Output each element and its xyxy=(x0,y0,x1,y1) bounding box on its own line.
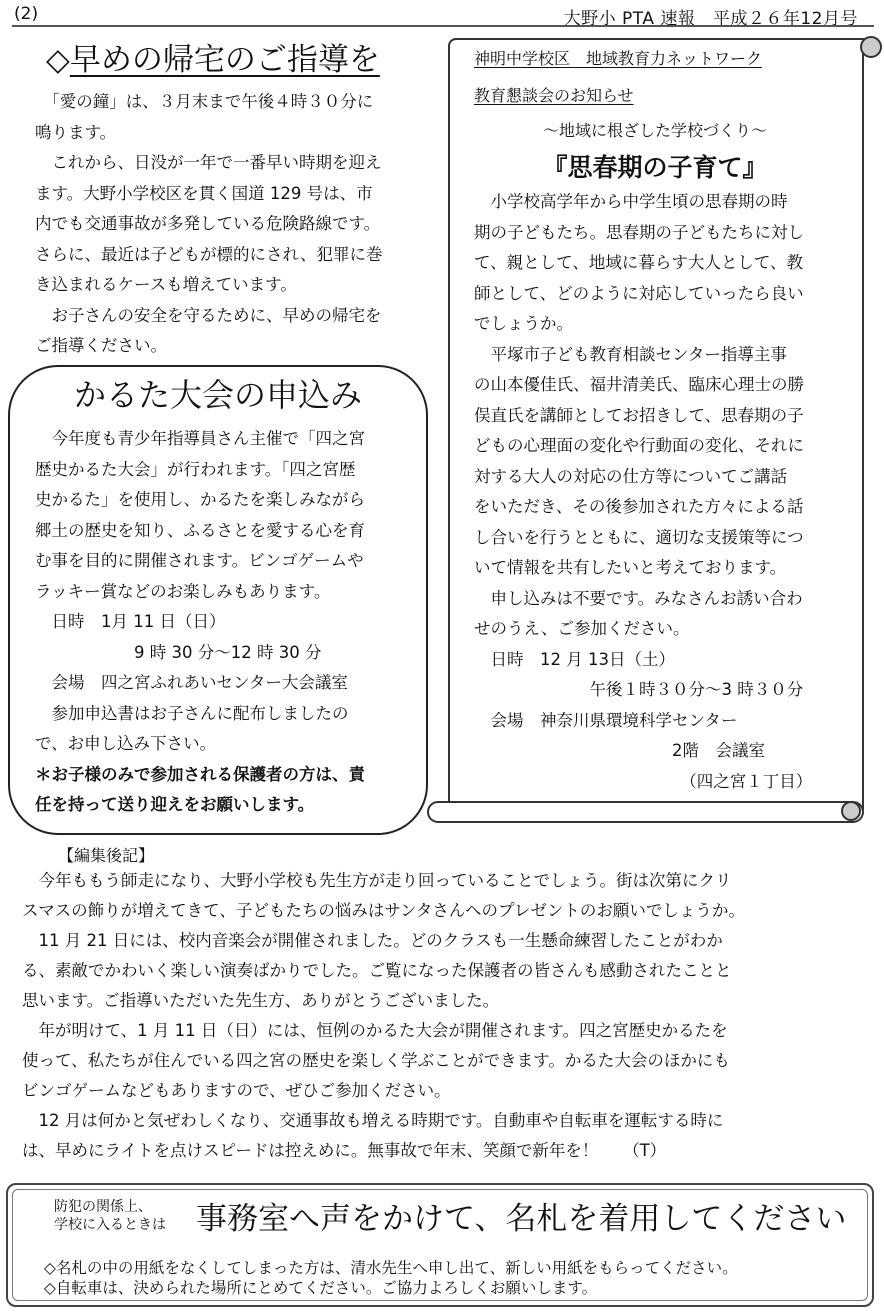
scroll-curl-icon xyxy=(841,801,861,821)
page-number: (2) xyxy=(14,4,39,24)
karuta-title: かるた大会の申込み xyxy=(73,376,362,414)
text-line: ビンゴゲームなどもありますので、ぜひご参加ください。 xyxy=(22,1081,451,1100)
diamond-icon: ◇ xyxy=(46,42,70,78)
text-line: でしょうか。 xyxy=(474,314,573,333)
event-venue-address: （四之宮１丁目） xyxy=(474,771,813,791)
text-line: ご指導ください。 xyxy=(35,336,167,355)
text-line: 歴史かるた大会」が行われます。「四之宮歴 xyxy=(35,459,356,479)
text-line: 郷土の歴史を知り、ふるさとを愛する心を育 xyxy=(35,520,365,540)
event-time: 9 時 30 分～12 時 30 分 xyxy=(35,642,322,662)
text-line: 内でも交通事故が多発している危険路線です。 xyxy=(35,214,381,233)
editorial-heading: 【編集後記】 xyxy=(58,846,155,865)
text-line: 使って、私たちが住んでいる四之宮の歴史を楽しく学ぶことができます。かるた大会のほかにも xyxy=(22,1051,730,1070)
seminar-heading-notice: 教育懇談会のお知らせ xyxy=(474,86,634,105)
notice-headline: 事務室へ声をかけて、名札を着用してください xyxy=(196,1201,847,1237)
text-line: せのうえ、ご参加ください。 xyxy=(474,619,690,638)
scroll-bottom-roll xyxy=(427,801,864,823)
notice-items xyxy=(44,1258,738,1298)
text-line: 参加申込書はお子さんに配布しましたの xyxy=(35,703,349,723)
text-line: 期の子どもたち。思春期の子どもたちに対し xyxy=(474,222,804,242)
text-line: し合いを行うとともに、適切な支援策等につ xyxy=(474,527,804,547)
text-line: む事を目的に開催されます。ビンゴゲームや xyxy=(35,551,364,570)
notice-lead xyxy=(54,1198,166,1234)
text-line: ます。大野小学校区を貫く国道 129 号は、市 xyxy=(35,183,373,203)
seminar-body xyxy=(474,187,854,797)
event-venue: 会場 神奈川県環境科学センター xyxy=(474,710,738,730)
text-line: 俣直氏を講師としてお招きして、思春期の子 xyxy=(474,405,804,425)
early-return-heading xyxy=(46,34,380,79)
header-divider xyxy=(12,25,874,27)
text-line: 今年度も青少年指導員さん主催で「四之宮 xyxy=(35,429,365,448)
warning-line: ＊お子様のみで参加される保護者の方は、責 xyxy=(35,764,365,784)
text-line: 思います。ご指導いただいた先生方、ありがとうございました。 xyxy=(22,991,500,1010)
publication-title: 大野小 PTA 速報 平成２６年12月号 xyxy=(563,9,858,29)
text-line: ラッキー賞などのお楽しみもあります。 xyxy=(35,581,331,601)
text-line: をいただき、その後参加された方々による話 xyxy=(474,497,804,516)
early-return-body xyxy=(35,87,430,362)
notice-item: ◇名札の中の用紙をなくしてしまった方は、清水先生へ申し出て、新しい用紙をもらってください。 xyxy=(44,1259,738,1277)
text-line: どもの心理面の変化や行動面の変化、それに xyxy=(474,436,804,455)
notice-lead-line: 学校に入るときは xyxy=(54,1217,166,1233)
seminar-title: 『思春期の子育て』 xyxy=(542,153,768,182)
text-line: 12 月は何かと気ぜわしくなり、交通事故も増える時期です。自動車や自転車を運転する時に xyxy=(22,1111,724,1130)
event-venue: 会場 四之宮ふれあいセンター大会議室 xyxy=(35,673,348,692)
text-line: 申し込みは不要です。みなさんお誘い合わ xyxy=(474,588,803,608)
text-line: て、親として、地域に暮らす大人として、教 xyxy=(474,253,804,272)
scroll-right-edge xyxy=(862,50,864,810)
seminar-subtitle: ～地域に根ざした学校づくり～ xyxy=(542,121,767,140)
text-line: 鳴ります。 xyxy=(35,122,117,142)
event-date: 日時 1月 11 日（日） xyxy=(35,612,226,631)
text-line: 今年ももう師走になり、大野小学校も先生方が走り回っていることでしょう。街は次第にクリ xyxy=(22,871,732,890)
text-line: お子さんの安全を守るために、早めの帰宅を xyxy=(35,305,382,325)
warning-line: 任を持って送り迎えをお願いします。 xyxy=(35,795,315,814)
early-return-title: 早めの帰宅のご指導を xyxy=(69,42,380,78)
text-line: 平塚市子ども教育相談センター指導主事 xyxy=(474,344,787,364)
scroll-curl-icon xyxy=(860,36,882,58)
text-line: で、お申し込み下さい。 xyxy=(35,734,217,753)
karuta-body xyxy=(35,424,425,821)
text-line: 「愛の鐘」は、３月末まで午後４時３０分に xyxy=(35,92,374,111)
editorial-body xyxy=(22,866,872,1166)
text-line: さらに、最近は子どもが標的にされ、犯罪に巻 xyxy=(35,244,383,264)
text-line: スマスの飾りが増えてきて、子どもたちの悩みはサンタさんへのプレゼントのお願いでしょうか。 xyxy=(22,901,745,920)
event-date: 日時 12 月 13日（土） xyxy=(474,649,675,669)
text-line: いて情報を共有したいと考えております。 xyxy=(474,558,787,577)
text-line: 年が明けて、1 月 11 日（日）には、恒例のかるた大会が開催されます。四之宮歴史かるたを xyxy=(22,1021,728,1040)
seminar-heading-network: 神明中学校区 地域教育力ネットワーク xyxy=(474,49,763,68)
event-time: 午後１時３０分～3 時３０分 xyxy=(474,680,804,699)
text-line: 師として、どのように対応していったら良い xyxy=(474,283,804,303)
notice-lead-line: 防犯の関係上、 xyxy=(54,1199,152,1215)
text-line: の山本優佳氏、福井清美氏、臨床心理士の勝 xyxy=(474,375,804,394)
text-line: 小学校高学年から中学生頃の思春期の時 xyxy=(474,192,788,211)
text-line: は、早めにライトを点けスピードは控えめに。無事故で年末、笑顔で新年を！ （T） xyxy=(22,1141,667,1160)
text-line: 11 月 21 日には、校内音楽会が開催されました。どのクラスも一生懸命練習したことがわか xyxy=(22,931,723,950)
text-line: これから、日没が一年で一番早い時期を迎え xyxy=(35,153,382,172)
text-line: き込まれるケースも増えています。 xyxy=(35,275,297,294)
event-venue-room: 2階 会議室 xyxy=(474,741,765,760)
text-line: る、素敵でかわいく楽しい演奏ばかりでした。ご覧になった保護者の皆さんも感動されたことと xyxy=(22,961,732,980)
text-line: 対する大人の対応の仕方等についてご講話 xyxy=(474,466,788,486)
notice-item: ◇自転車は、決められた場所にとめてください。ご協力よろしくお願いします。 xyxy=(44,1279,598,1297)
text-line: 史かるた」を使用し、かるたを楽しみながら xyxy=(35,490,365,509)
